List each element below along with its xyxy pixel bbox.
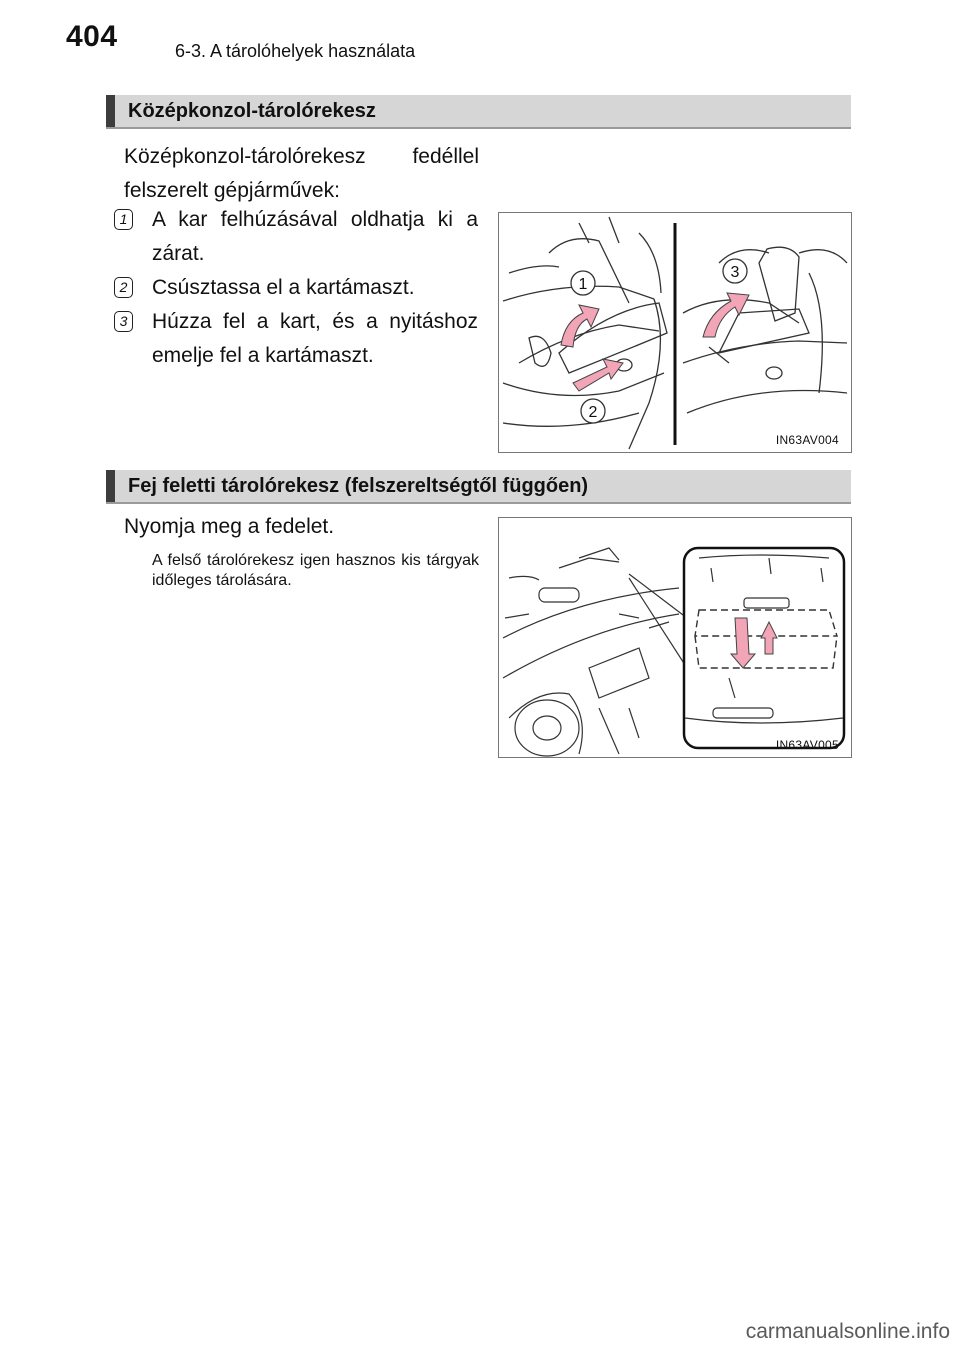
figure-callout: 3	[730, 264, 740, 281]
section-title: Fej feletti tárolórekesz (felszereltségtől függően)	[128, 475, 589, 497]
step-text: Csúsztassa el a kartámaszt.	[152, 276, 415, 299]
watermark: carmanualsonline.info	[745, 1320, 950, 1343]
figure-code: IN63AV005	[775, 738, 839, 752]
step-number: 3	[114, 311, 133, 332]
instruction-text: Nyomja meg a fedelet.	[124, 515, 335, 538]
section-header-bar	[106, 470, 115, 502]
step-text: Húzza fel a kart, és a nyitáshoz emelje fel a kartámaszt.	[152, 310, 478, 367]
overhead-console-illustration	[499, 518, 851, 757]
step-number: 2	[114, 277, 133, 298]
page-number: 404	[66, 20, 118, 53]
section-header-overhead-console	[106, 470, 851, 504]
step-text: A kar felhúzásával oldhatja ki a zárat.	[152, 208, 478, 265]
figure-center-console	[498, 212, 852, 453]
figure-callout: 1	[578, 276, 588, 293]
section-header-center-console	[106, 95, 851, 129]
section-title: Középkonzol-tárolórekesz	[128, 100, 376, 122]
note-text: A felső tárolórekesz igen hasznos kis tárgyak időleges tárolására.	[152, 552, 479, 589]
step-number: 1	[114, 209, 133, 230]
section-header-bar	[106, 95, 115, 127]
figure-callout: 2	[588, 404, 598, 421]
center-console-illustration	[499, 213, 851, 452]
figure-overhead-console	[498, 517, 852, 758]
figure-code: IN63AV004	[775, 433, 839, 447]
running-head: 6-3. A tárolóhelyek használata	[175, 41, 416, 61]
intro-text: Középkonzol-tárolórekesz fedéllel felszerelt gépjárművek:	[124, 145, 479, 202]
